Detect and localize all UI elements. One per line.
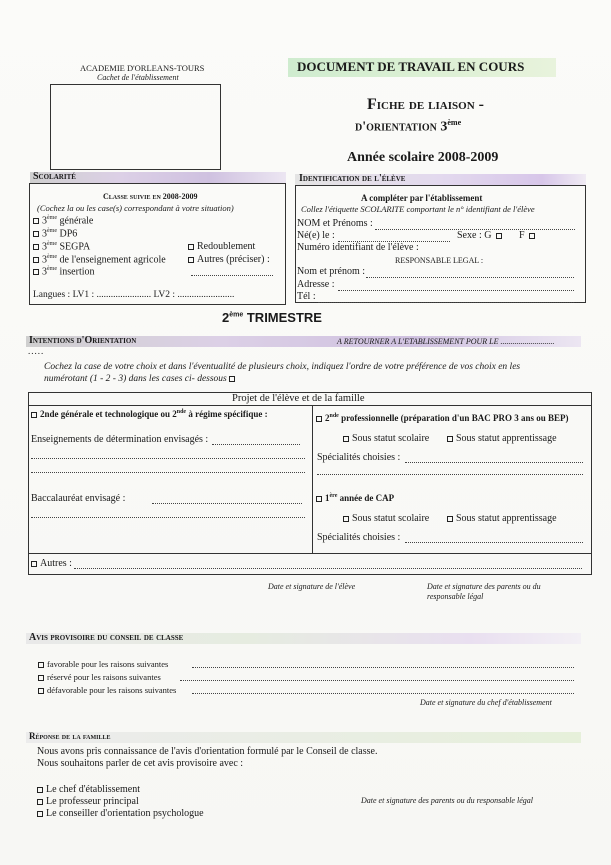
option-3-generale[interactable]: 3ème générale: [33, 215, 93, 226]
checkbox-icon[interactable]: [496, 233, 502, 239]
checkbox-icon[interactable]: [31, 412, 37, 418]
bac-envisage-label: Baccalauréat envisagé :: [31, 493, 126, 504]
avis-defavorable[interactable]: défavorable pour les raisons suivantes: [38, 685, 176, 695]
checkbox-icon[interactable]: [343, 436, 349, 442]
avis-favorable-field[interactable]: [192, 667, 574, 668]
tel-label: Tél :: [297, 291, 316, 302]
adresse-label: Adresse :: [297, 279, 335, 290]
checkbox-icon[interactable]: [37, 787, 43, 793]
title-line-1: Fiche de liaison -: [367, 96, 484, 113]
checkbox-icon[interactable]: [37, 811, 43, 817]
responsable-label: RESPONSABLE LEGAL :: [395, 256, 484, 265]
avis-reserve-field[interactable]: [180, 680, 574, 681]
scolarite-heading: Scolarité: [33, 171, 76, 182]
sexe-field[interactable]: Sexe : G F: [457, 230, 538, 241]
retour-dots: .....: [28, 346, 45, 356]
autres-line[interactable]: [191, 275, 273, 276]
checkbox-icon[interactable]: [343, 516, 349, 522]
reponse-opt-conseiller[interactable]: Le conseiller d'orientation psychologue: [37, 808, 204, 819]
pro-specialites-field-1[interactable]: [405, 462, 583, 463]
checkbox-icon[interactable]: [33, 269, 39, 275]
checkbox-icon[interactable]: [447, 436, 453, 442]
checkbox-icon[interactable]: [316, 416, 322, 422]
reponse-line-2: Nous souhaitons parler de cet avis provisoire avec :: [37, 758, 244, 769]
checkbox-icon[interactable]: [529, 233, 535, 239]
projet-footer-divider: [28, 553, 592, 554]
trimestre-title: 2ème TRIMESTRE: [222, 310, 322, 325]
langues-field[interactable]: Langues : LV1 : ....................... LV2 : ........................: [33, 290, 235, 300]
nom-prenom-label: Nom et prénom :: [297, 266, 366, 277]
sig-parents-2: responsable légal: [427, 592, 484, 601]
nom-prenom-field[interactable]: [366, 277, 574, 278]
cachet-label: Cachet de l'établissement: [97, 73, 179, 82]
checkbox-icon[interactable]: [316, 496, 322, 502]
ne-le-label: Né(e) le :: [297, 230, 335, 241]
checkbox-icon[interactable]: [33, 218, 39, 224]
school-year: Année scolaire 2008-2009: [347, 150, 499, 165]
document-status: DOCUMENT DE TRAVAIL EN COURS: [297, 59, 525, 74]
intentions-instruction-1: Cochez la case de votre choix et dans l'éventualité de plusieurs choix, indiquez l'ordre de votre préférence de vos choix en les: [44, 362, 521, 372]
cap-option[interactable]: 1ère année de CAP: [316, 493, 394, 503]
checkbox-icon[interactable]: [33, 231, 39, 237]
checkbox-icon[interactable]: [33, 244, 39, 250]
pro-specialites-label: Spécialités choisies :: [317, 452, 401, 463]
checkbox-icon[interactable]: [188, 257, 194, 263]
bac-envisage-field-2[interactable]: [31, 517, 305, 518]
autres-field[interactable]: [74, 568, 582, 569]
checkbox-icon[interactable]: [38, 675, 44, 681]
checkbox-icon[interactable]: [37, 799, 43, 805]
checkbox-icon[interactable]: [447, 516, 453, 522]
identification-heading: Identification de l'élève: [299, 173, 406, 184]
sig-parents-1: Date et signature des parents ou du: [427, 582, 541, 591]
identification-instruction: Collez l'étiquette SCOLARITE comportant le n° identifiant de l'élève: [301, 204, 535, 214]
enseignements-field-3[interactable]: [31, 472, 305, 473]
sig-chef: Date et signature du chef d'établissement: [420, 698, 552, 707]
a-completer: A compléter par l'établissement: [361, 193, 483, 203]
projet-heading: Projet de l'élève et de la famille: [232, 393, 365, 404]
reponse-heading: Réponse de la famille: [29, 731, 111, 741]
reponse-opt-chef[interactable]: Le chef d'établissement: [37, 784, 140, 795]
cap-scolaire-option[interactable]: Sous statut scolaire: [343, 513, 429, 524]
retour-label: A RETOURNER A L'ETABLISSEMENT POUR LE ...........................: [337, 337, 555, 346]
checkbox-icon: [229, 376, 235, 382]
intentions-instruction-2: numérotant (1 - 2 - 3) dans les cases ci- dessous: [44, 374, 238, 384]
seconde-pro-option[interactable]: 2nde professionnelle (préparation d'un BAC PRO 3 ans ou BEP): [316, 413, 568, 423]
academie-label: ACADEMIE D'ORLEANS-TOURS: [80, 63, 205, 73]
pro-apprenti-option[interactable]: Sous statut apprentissage: [447, 433, 557, 444]
avis-reserve[interactable]: réservé pour les raisons suivantes: [38, 672, 161, 682]
reponse-line-1: Nous avons pris connaissance de l'avis d'orientation formulé par le Conseil de classe.: [37, 746, 378, 757]
projet-column-divider: [312, 405, 313, 553]
option-3-agricole[interactable]: 3ème de l'enseignement agricole: [33, 254, 166, 265]
reponse-opt-prof[interactable]: Le professeur principal: [37, 796, 139, 807]
classe-suivie: Classe suivie en 2008-2009: [103, 192, 198, 201]
bac-envisage-field-1[interactable]: [152, 503, 302, 504]
checkbox-icon[interactable]: [38, 662, 44, 668]
nom-prenoms-label: NOM et Prénoms :: [297, 218, 373, 229]
sig-eleve: Date et signature de l'élève: [268, 582, 356, 591]
option-3-insertion[interactable]: 3ème insertion: [33, 266, 95, 277]
enseignements-field-1[interactable]: [212, 444, 300, 445]
title-line-2: d'orientation 3ème: [355, 118, 462, 135]
numero-label: Numéro identifiant de l'élève :: [297, 242, 419, 253]
checkbox-icon[interactable]: [33, 257, 39, 263]
seconde-generale-option[interactable]: 2nde générale et technologique ou 2nde à régime spécifique :: [31, 409, 268, 419]
pro-scolaire-option[interactable]: Sous statut scolaire: [343, 433, 429, 444]
cap-specialites-field[interactable]: [405, 542, 583, 543]
checkbox-icon[interactable]: [188, 244, 194, 250]
option-3-segpa[interactable]: 3ème SEGPA: [33, 241, 90, 252]
option-redoublement[interactable]: Redoublement: [188, 241, 255, 252]
avis-defavorable-field[interactable]: [192, 693, 574, 694]
autres-option[interactable]: Autres :: [31, 558, 72, 569]
pro-specialites-field-2[interactable]: [317, 474, 583, 475]
adresse-field[interactable]: [338, 290, 574, 291]
avis-heading: Avis provisoire du conseil de classe: [29, 632, 184, 643]
sig-famille: Date et signature des parents ou du responsable légal: [361, 796, 533, 805]
option-autres[interactable]: Autres (préciser) :: [188, 254, 270, 265]
tel-field[interactable]: [318, 302, 574, 303]
cap-specialites-label: Spécialités choisies :: [317, 532, 401, 543]
intentions-heading: Intentions d'Orientation: [29, 335, 137, 346]
enseignements-label: Enseignements de détermination envisagés :: [31, 434, 209, 445]
avis-favorable[interactable]: favorable pour les raisons suivantes: [38, 659, 168, 669]
option-3-dp6[interactable]: 3ème DP6: [33, 228, 77, 239]
school-stamp-box: [50, 84, 221, 170]
checkbox-icon[interactable]: [38, 688, 44, 694]
projet-header-divider: [28, 405, 592, 406]
checkbox-icon[interactable]: [31, 561, 37, 567]
scolarite-instruction: (Cochez la ou les case(s) correspondant à votre situation): [37, 203, 234, 213]
cap-apprenti-option[interactable]: Sous statut apprentissage: [447, 513, 557, 524]
enseignements-field-2[interactable]: [31, 458, 305, 459]
